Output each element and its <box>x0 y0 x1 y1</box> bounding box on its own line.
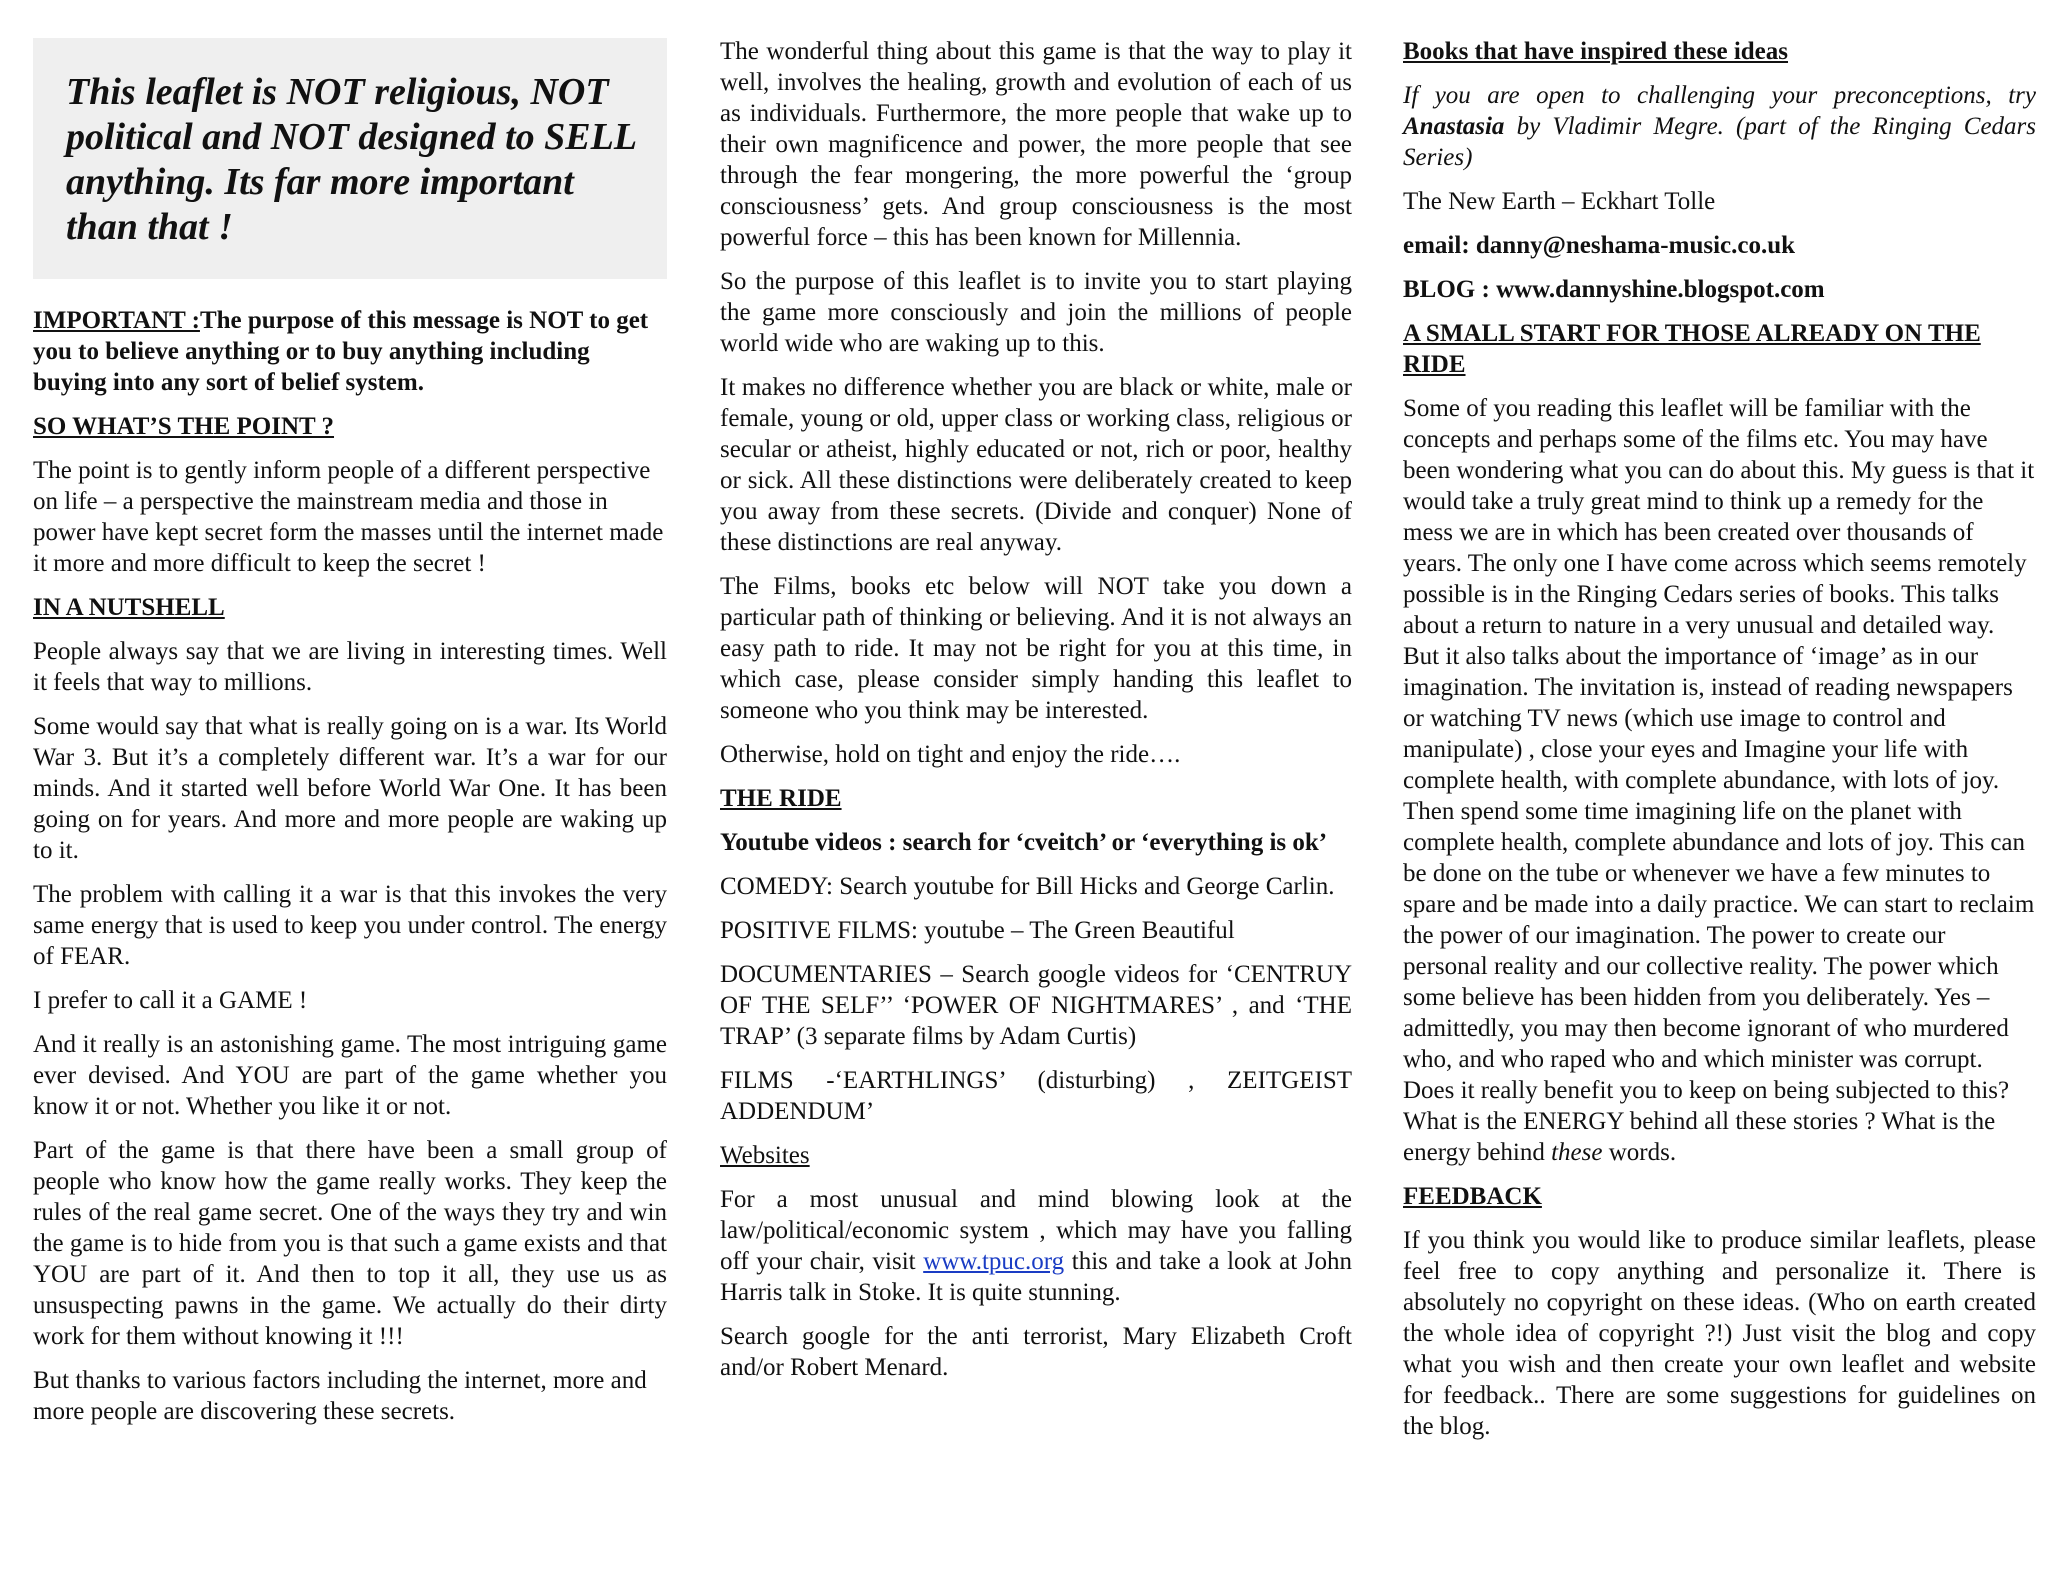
important-paragraph <box>33 305 667 398</box>
positive-films-line: POSITIVE FILMS: youtube – The Green Beautiful <box>720 917 1235 944</box>
feedback-paragraph: If you think you would like to produce similar leaflets, please feel free to copy anything and personalize it. There is absolutely no copyright on these ideas. (Who on earth created the whole idea of copyright ?!) Just visit the blog and copy what you wish and then create your own leaflet and website for feedback.. There are some suggestions for guidelines on the blog. <box>1403 1227 2036 1440</box>
search-paragraph: Search google for the anti terrorist, Mary Elizabeth Croft and/or Robert Menard. <box>720 1323 1352 1381</box>
websites-paragraph <box>720 1184 1352 1308</box>
paragraph: The wonderful thing about this game is that the way to play it well, involves the healing, growth and evolution of each of us as individuals. Furthermore, the more people that wake up to their own magnificence and power, the more people that see through the fear mongering, the more powerful the ‘group consciousness’ gets. And group consciousness is the most powerful force – this has been known for Millennia. <box>720 38 1352 251</box>
heading-books: Books that have inspired these ideas <box>1403 38 1789 65</box>
disclaimer-text: This leaflet is NOT religious, NOT political and NOT designed to SELL anything. Its far more important than that ! <box>66 71 636 248</box>
paragraph: I prefer to call it a GAME ! <box>33 987 308 1014</box>
heading-the-ride: THE RIDE <box>720 785 842 812</box>
new-earth-line: The New Earth – Eckhart Tolle <box>1403 188 1716 215</box>
heading-nutshell: IN A NUTSHELL <box>33 594 225 621</box>
small-start-italic: these <box>1551 1139 1603 1166</box>
paragraph: Part of the game is that there have been a small group of people who know how the game really works. They keep the rules of the real game secret. One of the ways they try and win the game is to hide from you is that such a game exists and that YOU are part of it. And then to top it all, they use us as unsuspecting pawns in the game. We actually do their dirty work for them without knowing it !!! <box>33 1137 667 1350</box>
important-label: IMPORTANT : <box>33 307 200 334</box>
paragraph: So the purpose of this leaflet is to invite you to start playing the game more consciously and join the millions of people world wide who are waking up to this. <box>720 268 1352 357</box>
documentaries-line: DOCUMENTARIES – Search google videos for ‘CENTRUY OF THE SELF’’ ‘POWER OF NIGHTMARES’ , and ‘THE TRAP’ (3 separate films by Adam Curtis) <box>720 961 1352 1050</box>
paragraph: The Films, books etc below will NOT take you down a particular path of thinking or believing. And it is not always an easy path to ride. It may not be right for you at this time, in which case, please consider simply handing this leaflet to someone who you think may be interested. <box>720 573 1352 724</box>
paragraph: But thanks to various factors including the internet, more and more people are discovering these secrets. <box>33 1367 647 1425</box>
youtube-line: Youtube videos : search for ‘cveitch’ or ‘everything is ok’ <box>720 829 1328 856</box>
email-line: email: danny@neshama-music.co.uk <box>1403 232 1796 259</box>
paragraph: And it really is an astonishing game. The most intriguing game ever devised. And YOU are part of the game whether you know it or not. Whether you like it or not. <box>33 1031 667 1120</box>
point-paragraph: The point is to gently inform people of a different perspective on life – a perspective the mainstream media and those in power have kept secret form the masses until the internet made it more and more difficult to keep the secret ! <box>33 457 664 577</box>
paragraph: Otherwise, hold on tight and enjoy the ride…. <box>720 741 1181 768</box>
books-title: Anastasia <box>1403 113 1505 140</box>
books-text-end: by Vladimir Megre. (part of the Ringing Cedars Series) <box>1403 113 2036 171</box>
small-start-paragraph <box>1403 393 2036 1168</box>
comedy-line: COMEDY: Search youtube for Bill Hicks and George Carlin. <box>720 873 1335 900</box>
heading-whats-the-point: SO WHAT’S THE POINT ? <box>33 413 335 440</box>
tpuc-link[interactable]: www.tpuc.org <box>923 1248 1065 1275</box>
blog-line: BLOG : www.dannyshine.blogspot.com <box>1403 276 1825 303</box>
websites-text: For a most unusual and mind blowing look at the law/political/economic system , which may have you falling off your chair, visit <box>720 1186 1352 1275</box>
important-text: The purpose of this message is NOT to get you to believe anything or to buy anything including buying into any sort of belief system. <box>33 307 649 396</box>
heading-small-start: A SMALL START FOR THOSE ALREADY ON THE RIDE <box>1403 320 1981 378</box>
leaflet-column-middle <box>720 36 1352 1396</box>
films-line: FILMS -‘EARTHLINGS’ (disturbing) , ZEITGEIST ADDENDUM’ <box>720 1067 1352 1125</box>
paragraph: Some would say that what is really going on is a war. Its World War 3. But it’s a completely different war. It’s a war for our minds. And it started well before World War One. It has been going on for years. And more and more people are waking up to it. <box>33 713 667 864</box>
leaflet-column-right <box>1403 36 2036 1455</box>
small-start-text: Some of you reading this leaflet will be familiar with the concepts and perhaps some of the films etc. You may have been wondering what you can do about this. My guess is that it would take a truly great mind to think up a remedy for the mess we are in which has been created over thousands of years. The only one I have come across which seems remotely possible is in the Ringing Cedars series of books. This talks about a return to nature in a very unusual and detailed way. But it also talks about the importance of ‘image’ as in our imagination. The invitation is, instead of reading newspapers or watching TV news (which use image to control and manipulate) , close your eyes and Imagine your life with complete health, with complete abundance, with lots of joy. Then spend some time imagining life on the planet with complete health, complete abundance and lots of joy. This can be done on the tube or whenever we have a few minutes to spare and be made into a daily practice. We can start to reclaim the power of our imagination. The power to create our personal reality and our collective reality. The power which some believe has been hidden from you deliberately. Yes – admittedly, you may then become ignorant of who murdered who, and who raped who and which minister was corrupt. Does it really benefit you to keep on being subjected to this? What is the ENERGY behind all these stories ? What is the energy behind <box>1403 395 2035 1166</box>
small-start-end: words. <box>1602 1139 1677 1166</box>
paragraph: The problem with calling it a war is that this invokes the very same energy that is used to keep you under control. The energy of FEAR. <box>33 881 667 970</box>
heading-websites: Websites <box>720 1142 810 1169</box>
books-paragraph <box>1403 80 2036 173</box>
paragraph: People always say that we are living in interesting times. Well it feels that way to millions. <box>33 638 667 696</box>
paragraph: It makes no difference whether you are black or white, male or female, young or old, upper class or working class, religious or secular or atheist, highly educated or not, rich or poor, healthy or sick. All these distinctions were deliberately created to keep you away from these secrets. (Divide and conquer) None of these distinctions are real anyway. <box>720 374 1352 556</box>
books-text: If you are open to challenging your preconceptions, try <box>1403 82 2036 109</box>
websites-text-end: this and take a look at John Harris talk in Stoke. It is quite stunning. <box>720 1248 1352 1306</box>
heading-feedback: FEEDBACK <box>1403 1183 1542 1210</box>
leaflet-column-left <box>33 36 667 1440</box>
disclaimer-banner <box>33 38 667 279</box>
